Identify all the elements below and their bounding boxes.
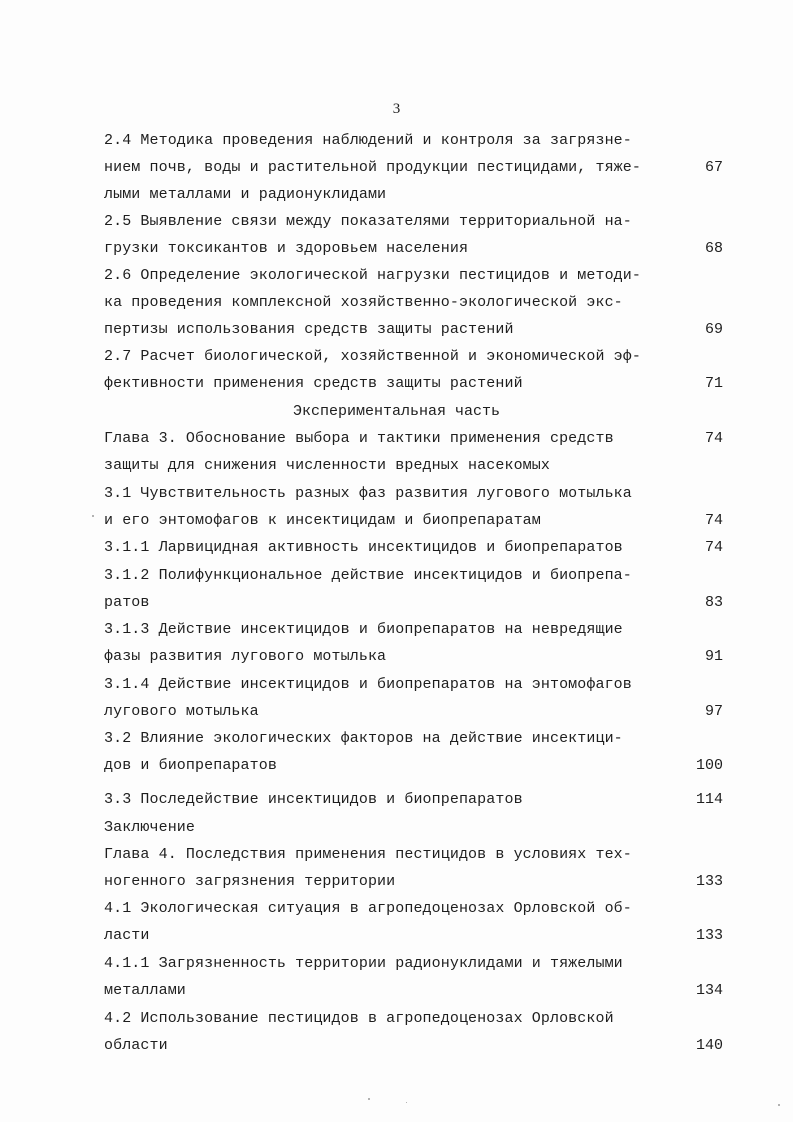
toc-entry-2-6-page: 69 (704, 321, 723, 338)
toc-entry-3-1-3-page: 91 (704, 648, 723, 665)
toc-entry-3-1-line-2: и его энтомофагов к инсектицидам и биопрепаратам (104, 512, 541, 529)
toc-conclusion: Заключение (104, 819, 196, 836)
toc-entry-3-3-line-1: 3.3 Последействие инсектицидов и биопрепаратов (104, 791, 523, 808)
toc-entry-2-5-line-1: 2.5 Выявление связи между показателями территориальной на- (104, 213, 632, 230)
toc-entry-3-1-4-page: 97 (704, 703, 723, 720)
toc-entry-2-4-line-1: 2.4 Методика проведения наблюдений и контроля за загрязне- (104, 132, 632, 149)
toc-entry-3-2-page: 100 (695, 757, 723, 774)
scan-speck (92, 515, 94, 517)
toc-entry-3-2-line-2: дов и биопрепаратов (104, 757, 277, 774)
toc-entry-4-1-line-1: 4.1 Экологическая ситуация в агропедоценозах Орловской об- (104, 900, 632, 917)
toc-entry-2-7-line-1: 2.7 Расчет биологической, хозяйственной и экономической эф- (104, 348, 641, 365)
toc-entry-2-4-line-3: лыми металлами и радионуклидами (104, 186, 387, 203)
toc-chapter-3-line-2: защиты для снижения численности вредных насекомых (104, 457, 550, 474)
toc-entry-2-7-line-2: фективности применения средств защиты растений (104, 375, 523, 392)
toc-chapter-4-line-1: Глава 4. Последствия применения пестицидов в условиях тех- (104, 846, 632, 863)
toc-entry-3-1-2-page: 83 (704, 594, 723, 611)
toc-entry-2-6-line-3: пертизы использования средств защиты растений (104, 321, 514, 338)
page-number: 3 (392, 101, 401, 117)
toc-entry-3-1-page: 74 (704, 512, 723, 529)
toc-entry-4-2-line-1: 4.2 Использование пестицидов в агропедоценозах Орловской (104, 1010, 614, 1027)
toc-entry-3-2-line-1: 3.2 Влияние экологических факторов на действие инсектици- (104, 730, 623, 747)
toc-entry-4-1-1-page: 134 (695, 982, 723, 999)
toc-chapter-4-line-2: ногенного загрязнения территории (104, 873, 396, 890)
toc-entry-2-5-page: 68 (704, 240, 723, 257)
scan-speck (778, 1104, 780, 1106)
toc-entry-3-1-2-line-2: ратов (104, 594, 150, 611)
toc-entry-4-1-page: 133 (695, 927, 723, 944)
toc-chapter-3-page: 74 (704, 430, 723, 447)
toc-entry-2-7-page: 71 (704, 375, 723, 392)
toc-entry-3-1-4-line-1: 3.1.4 Действие инсектицидов и биопрепаратов на энтомофагов (104, 676, 632, 693)
toc-entry-2-6-line-1: 2.6 Определение экологической нагрузки пестицидов и методи- (104, 267, 641, 284)
toc-entry-3-3-page: 114 (695, 791, 723, 808)
toc-entry-2-5-line-2: грузки токсикантов и здоровьем населения (104, 240, 469, 257)
toc-entry-4-1-line-2: ласти (104, 927, 150, 944)
toc-chapter-3-line-1: Глава 3. Обоснование выбора и тактики применения средств (104, 430, 614, 447)
toc-entry-3-1-1-line-1: 3.1.1 Ларвицидная активность инсектицидов и биопрепаратов (104, 539, 623, 556)
toc-entry-3-1-3-line-1: 3.1.3 Действие инсектицидов и биопрепаратов на невредящие (104, 621, 623, 638)
toc-entry-2-4-page: 67 (704, 159, 723, 176)
toc-entry-3-1-line-1: 3.1 Чувствительность разных фаз развития лугового мотылька (104, 485, 632, 502)
toc-entry-3-1-1-page: 74 (704, 539, 723, 556)
experimental-part-heading: Экспериментальная часть (292, 403, 501, 420)
toc-entry-4-1-1-line-2: металлами (104, 982, 186, 999)
toc-entry-2-6-line-2: ка проведения комплексной хозяйственно-экологической экс- (104, 294, 623, 311)
toc-entry-4-1-1-line-1: 4.1.1 Загрязненность территории радионуклидами и тяжелыми (104, 955, 623, 972)
toc-entry-4-2-page: 140 (695, 1037, 723, 1054)
toc-entry-2-4-line-2: нием почв, воды и растительной продукции пестицидами, тяже- (104, 159, 641, 176)
toc-entry-3-1-4-line-2: лугового мотылька (104, 703, 259, 720)
toc-entry-4-2-line-2: области (104, 1037, 168, 1054)
scan-speck (368, 1098, 370, 1100)
scan-speck (406, 1102, 407, 1103)
toc-chapter-4-page: 133 (695, 873, 723, 890)
toc-entry-3-1-3-line-2: фазы развития лугового мотылька (104, 648, 387, 665)
toc-entry-3-1-2-line-1: 3.1.2 Полифункциональное действие инсектицидов и биопрепа- (104, 567, 632, 584)
